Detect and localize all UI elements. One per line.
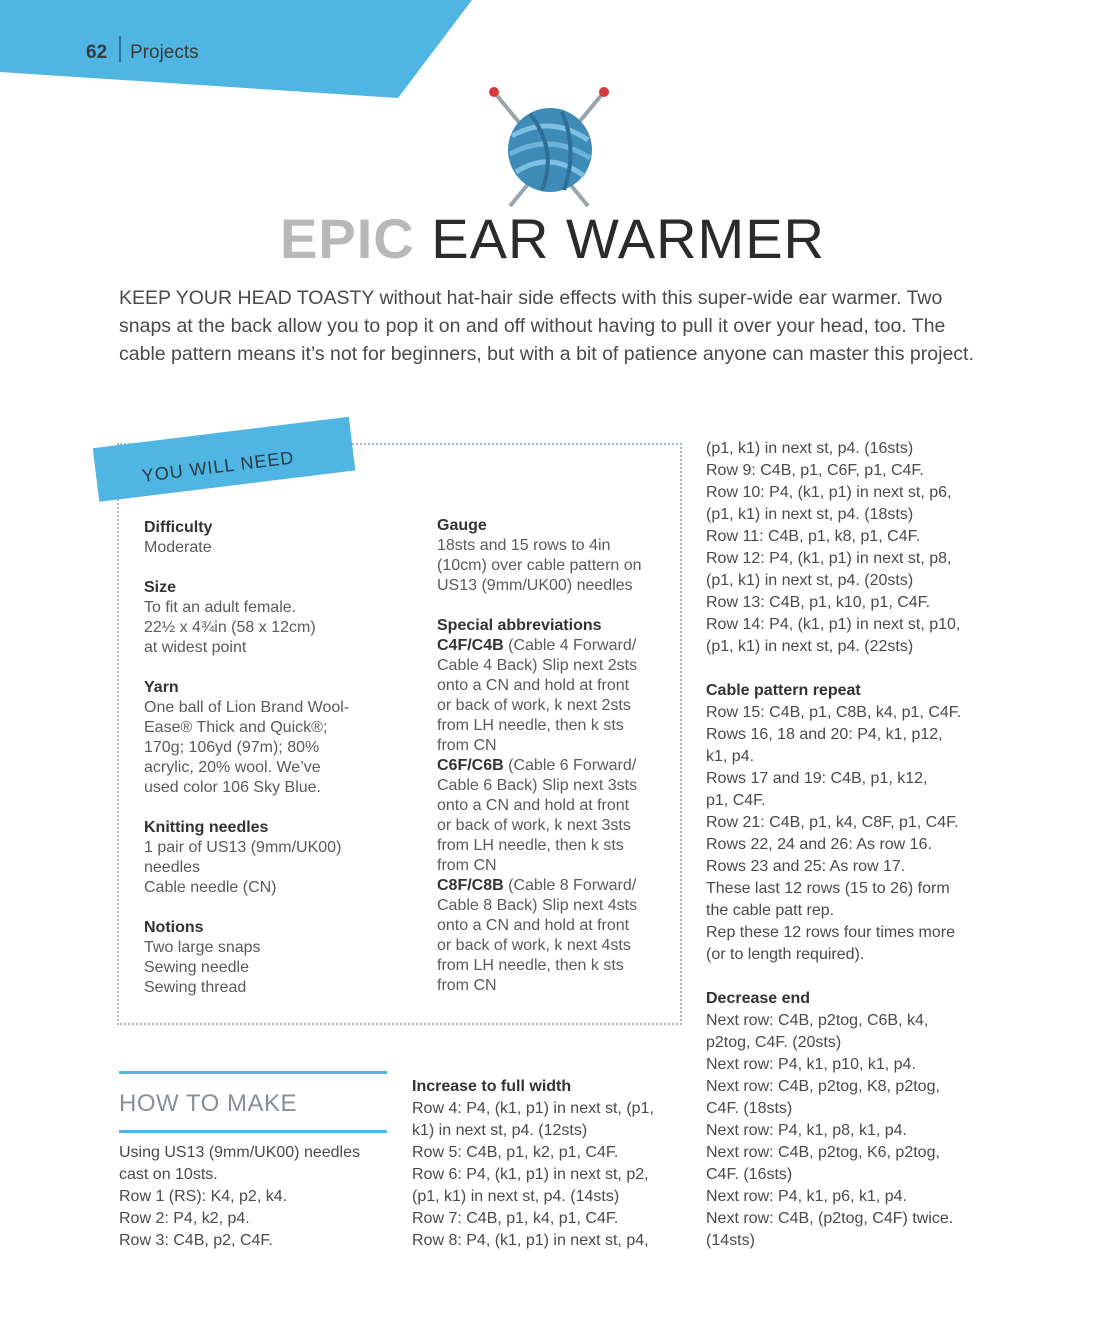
abbrev-text: (Cable 6 Forward/ — [503, 757, 637, 774]
needles-heading: Knitting needles — [144, 819, 269, 836]
yarn-line: acrylic, 20% wool. We’ve — [144, 759, 321, 776]
gauge-line: 18sts and 15 rows to 4in — [437, 537, 611, 554]
abbrev-line: Cable 8 Back) Slip next 4sts — [437, 897, 638, 914]
title-part-1: EPIC — [280, 207, 415, 270]
abbrev-line — [437, 756, 667, 776]
abbrev-term: C4F/C4B — [437, 637, 504, 654]
instruction-line: p1, C4F. — [706, 792, 766, 809]
instruction-line: Next row: P4, k1, p8, k1, p4. — [706, 1122, 907, 1139]
how-to-make-rule-top — [119, 1071, 387, 1074]
instruction-line: Rows 16, 18 and 20: P4, k1, p12, — [706, 726, 943, 743]
how-to-make-heading: HOW TO MAKE — [119, 1090, 297, 1117]
abbrev-line: onto a CN and hold at front — [437, 917, 630, 934]
instruction-line: Using US13 (9mm/UK00) needles — [119, 1144, 360, 1161]
abbrev-line: or back of work, k next 4sts — [437, 937, 631, 954]
difficulty-heading: Difficulty — [144, 519, 213, 536]
needles-block — [144, 818, 394, 898]
how-to-make-rule-bottom — [119, 1130, 387, 1133]
size-block — [144, 578, 394, 658]
page-number: 62 — [86, 42, 108, 63]
gauge-heading: Gauge — [437, 517, 487, 534]
instruction-line: k1) in next st, p4. (12sts) — [412, 1122, 588, 1139]
instruction-line: (14sts) — [706, 1232, 755, 1249]
abbreviations-block — [437, 616, 667, 996]
instruction-line: (p1, k1) in next st, p4. (14sts) — [412, 1188, 620, 1205]
abbrev-line: Cable 4 Back) Slip next 2sts — [437, 657, 638, 674]
abbrev-line — [437, 876, 667, 896]
abbrev-line: from LH needle, then k sts — [437, 717, 624, 734]
instruction-line: Row 8: P4, (k1, p1) in next st, p4, — [412, 1232, 649, 1249]
gauge-abbrev-column — [437, 516, 667, 996]
instruction-line: Rows 17 and 19: C4B, p1, k12, — [706, 770, 928, 787]
section-label: Projects — [130, 42, 199, 63]
size-line: at widest point — [144, 639, 247, 656]
notions-line: Two large snaps — [144, 939, 261, 956]
instruction-line: the cable patt rep. — [706, 902, 835, 919]
abbrev-line: from CN — [437, 737, 497, 754]
instruction-line: Row 15: C4B, p1, C8B, k4, p1, C4F. — [706, 704, 962, 721]
instruction-line: Rep these 12 rows four times more — [706, 924, 955, 941]
abbrev-line: from CN — [437, 857, 497, 874]
abbrev-line: onto a CN and hold at front — [437, 677, 630, 694]
gauge-line: US13 (9mm/UK00) needles — [437, 577, 633, 594]
instruction-line: (p1, k1) in next st, p4. (22sts) — [706, 638, 914, 655]
yarn-line: 170g; 106yd (97m); 80% — [144, 739, 320, 756]
decrease-heading: Decrease end — [706, 990, 811, 1007]
instruction-line: (p1, k1) in next st, p4. (18sts) — [706, 506, 914, 523]
abbrev-line — [437, 636, 667, 656]
instruction-line: (p1, k1) in next st, p4. (16sts) — [706, 440, 914, 457]
instruction-line: cast on 10sts. — [119, 1166, 218, 1183]
instruction-line: (p1, k1) in next st, p4. (20sts) — [706, 572, 914, 589]
instruction-line: Row 2: P4, k2, p4. — [119, 1210, 250, 1227]
increase-section — [412, 1076, 672, 1252]
instruction-line: Row 3: C4B, p2, C4F. — [119, 1232, 273, 1249]
yarn-line: One ball of Lion Brand Wool- — [144, 699, 350, 716]
increase-heading: Increase to full width — [412, 1078, 572, 1095]
header-banner — [0, 0, 480, 100]
notions-heading: Notions — [144, 919, 204, 936]
gauge-block — [437, 516, 667, 596]
instruction-line: Row 1 (RS): K4, p2, k4. — [119, 1188, 288, 1205]
yarn-ball-needles-icon — [480, 84, 620, 210]
size-line: 22½ x 4¾in (58 x 12cm) — [144, 619, 316, 636]
instruction-line: Next row: P4, k1, p10, k1, p4. — [706, 1056, 916, 1073]
instruction-line: Next row: C4B, p2tog, K8, p2tog, — [706, 1078, 940, 1095]
instruction-line: Row 10: P4, (k1, p1) in next st, p6, — [706, 484, 952, 501]
spacer — [706, 658, 986, 680]
instruction-line: Row 5: C4B, p1, k2, p1, C4F. — [412, 1144, 619, 1161]
how-to-make-text — [119, 1142, 389, 1252]
abbrev-line: or back of work, k next 3sts — [437, 817, 631, 834]
size-heading: Size — [144, 579, 177, 596]
instruction-line: Row 6: P4, (k1, p1) in next st, p2, — [412, 1166, 649, 1183]
instruction-line: Row 13: C4B, p1, k10, p1, C4F. — [706, 594, 931, 611]
abbrev-line: from LH needle, then k sts — [437, 837, 624, 854]
size-line: To fit an adult female. — [144, 599, 297, 616]
abbrev-term: C8F/C8B — [437, 877, 504, 894]
notions-block — [144, 918, 394, 998]
page-divider — [119, 36, 121, 62]
difficulty-line: Moderate — [144, 539, 212, 556]
abbrev-line: or back of work, k next 2sts — [437, 697, 631, 714]
page-title — [0, 208, 1105, 270]
notions-line: Sewing needle — [144, 959, 249, 976]
needles-line: 1 pair of US13 (9mm/UK00) — [144, 839, 342, 856]
instruction-line: Row 11: C4B, p1, k8, p1, C4F. — [706, 528, 921, 545]
abbrev-line: from CN — [437, 977, 497, 994]
instruction-line: p2tog, C4F. (20sts) — [706, 1034, 842, 1051]
right-column — [706, 438, 986, 1252]
cable-repeat-heading: Cable pattern repeat — [706, 682, 861, 699]
intro-paragraph: KEEP YOUR HEAD TOASTY without hat-hair side effects with this super-wide ear warmer. Two snaps at the back allow you to pop it on and off without having to pull it over your head, too. The cable pattern means it’s not for beginners, but with a bit of patience anyone can master this project. — [119, 287, 974, 365]
instruction-line: These last 12 rows (15 to 26) form — [706, 880, 950, 897]
instruction-line: Rows 22, 24 and 26: As row 16. — [706, 836, 932, 853]
spacer — [706, 966, 986, 988]
abbrev-line: onto a CN and hold at front — [437, 797, 630, 814]
instruction-line: Row 7: C4B, p1, k4, p1, C4F. — [412, 1210, 619, 1227]
instruction-line: C4F. (18sts) — [706, 1100, 793, 1117]
title-part-2: EAR WARMER — [431, 207, 825, 270]
abbrev-term: C6F/C6B — [437, 757, 504, 774]
instruction-line: k1, p4. — [706, 748, 755, 765]
instruction-line: Row 9: C4B, p1, C6F, p1, C4F. — [706, 462, 924, 479]
abbrev-line: Cable 6 Back) Slip next 3sts — [437, 777, 638, 794]
needles-line: needles — [144, 859, 201, 876]
instruction-line: C4F. (16sts) — [706, 1166, 793, 1183]
instruction-line: Rows 23 and 25: As row 17. — [706, 858, 906, 875]
you-will-need-label: YOU WILL NEED — [140, 447, 296, 486]
instruction-line: Next row: C4B, (p2tog, C4F) twice. — [706, 1210, 954, 1227]
yarn-heading: Yarn — [144, 679, 179, 696]
materials-column — [144, 518, 394, 1018]
instruction-line: Next row: P4, k1, p6, k1, p4. — [706, 1188, 907, 1205]
difficulty-block — [144, 518, 394, 558]
notions-line: Sewing thread — [144, 979, 247, 996]
yarn-line: Ease® Thick and Quick®; — [144, 719, 328, 736]
instruction-line: Next row: C4B, p2tog, C6B, k4, — [706, 1012, 929, 1029]
instruction-line: Row 14: P4, (k1, p1) in next st, p10, — [706, 616, 961, 633]
instruction-line: (or to length required). — [706, 946, 865, 963]
instruction-line: Next row: C4B, p2tog, K6, p2tog, — [706, 1144, 940, 1161]
abbrev-line: from LH needle, then k sts — [437, 957, 624, 974]
instruction-line: Row 4: P4, (k1, p1) in next st, (p1, — [412, 1100, 654, 1117]
needles-line: Cable needle (CN) — [144, 879, 277, 896]
abbrev-text: (Cable 8 Forward/ — [503, 877, 637, 894]
instruction-line: Row 12: P4, (k1, p1) in next st, p8, — [706, 550, 952, 567]
abbreviations-heading: Special abbreviations — [437, 617, 602, 634]
yarn-block — [144, 678, 394, 798]
gauge-line: (10cm) over cable pattern on — [437, 557, 642, 574]
instruction-line: Row 21: C4B, p1, k4, C8F, p1, C4F. — [706, 814, 959, 831]
yarn-line: used color 106 Sky Blue. — [144, 779, 321, 796]
abbrev-text: (Cable 4 Forward/ — [503, 637, 637, 654]
